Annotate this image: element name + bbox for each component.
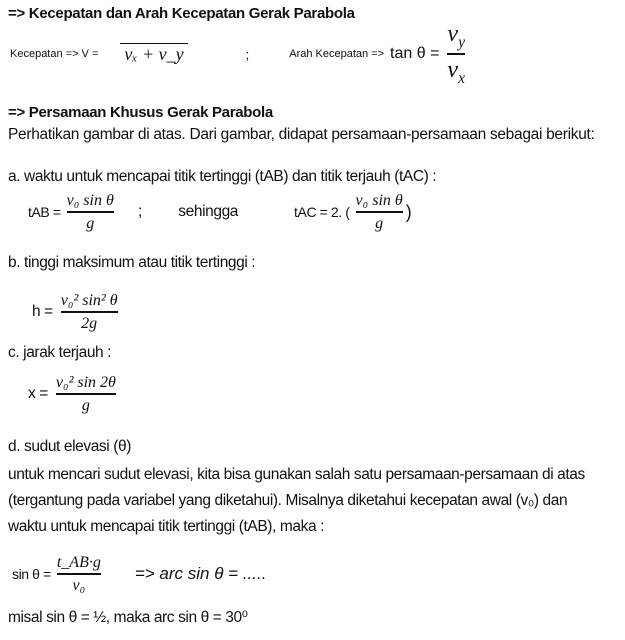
- x-num: v₀² sin 2θ: [55, 373, 116, 391]
- tan-den: v: [447, 56, 459, 83]
- tac-num: v₀ sin θ: [355, 191, 403, 209]
- x-den: g: [81, 396, 90, 414]
- direction-label: Arah Kecepatan =>: [289, 48, 385, 60]
- tan-fraction: [447, 21, 465, 86]
- sin-den: v₀: [72, 576, 86, 594]
- range-formula-row: [28, 366, 116, 422]
- fraction-bar: [356, 211, 403, 213]
- d-text-line3: waktu untuk mencapai titik tertinggi (tAB), maka :: [8, 518, 324, 535]
- separator: ;: [245, 46, 250, 62]
- tab-num: v₀ sin θ: [66, 191, 114, 209]
- heading-equations: => Persamaan Khusus Gerak Parabola: [8, 104, 273, 121]
- arc-sin-expression: => arc sin θ = .....: [134, 564, 267, 583]
- tan-den-sub: x: [458, 69, 465, 87]
- fraction-bar: [67, 211, 114, 213]
- fraction-bar: [56, 393, 116, 395]
- sin-fraction: [57, 554, 101, 595]
- tan-num: v: [447, 21, 459, 48]
- h-num: v₀² sin² θ: [60, 291, 118, 309]
- example-line: misal sin θ = ½, maka arc sin θ = 30⁰: [8, 609, 248, 626]
- speed-label: Kecepatan => V =: [10, 48, 99, 60]
- tab-fraction: [67, 192, 114, 233]
- separator-a: ;: [137, 203, 143, 220]
- tac-fraction: [356, 192, 403, 233]
- sin-lhs: sin θ =: [12, 566, 51, 582]
- item-d-label: d. sudut elevasi (θ): [8, 438, 131, 455]
- intro-paragraph: Perhatikan gambar di atas. Dari gambar, didapat persamaan-persamaan sebagai berikut:: [8, 126, 595, 143]
- x-fraction: [56, 374, 116, 415]
- tab-den: g: [86, 214, 95, 232]
- tab-lhs: tAB =: [28, 204, 61, 220]
- velocity-row: [10, 18, 465, 90]
- time-formula-row: [28, 188, 412, 236]
- sehingga: sehingga: [178, 203, 239, 220]
- sin-num: t_AB·g: [56, 553, 101, 571]
- h-fraction: [61, 292, 118, 333]
- item-c-label: c. jarak terjauh :: [8, 344, 112, 361]
- x-lhs: x =: [28, 385, 48, 402]
- item-b-label: b. tinggi maksimum atau titik tertinggi :: [8, 254, 256, 271]
- d-text-line1: untuk mencari sudut elevasi, kita bisa gunakan salah satu persamaan-persamaan di atas: [8, 466, 585, 483]
- fraction-bar: [61, 311, 118, 313]
- d-text-line2: (tergantung pada variabel yang diketahui). Misalnya diketahui kecepatan awal (v₀) dan: [8, 492, 568, 509]
- fraction-bar: [447, 53, 465, 55]
- fraction-bar: [57, 573, 101, 575]
- h-lhs: h =: [32, 303, 53, 320]
- sin-formula-row: [12, 548, 266, 600]
- item-a-label: a. waktu untuk mencapai titik tertinggi (tAB) dan titik terjauh (tAC) :: [8, 168, 437, 185]
- h-den: 2g: [81, 314, 98, 332]
- tac-den: g: [375, 214, 384, 232]
- tan-num-sub: y: [458, 34, 465, 52]
- speed-formula: vₓ + v_y: [120, 43, 187, 65]
- tac-close: ): [405, 201, 412, 222]
- height-formula-row: [32, 284, 118, 340]
- tac-lhs: tAC = 2. (: [294, 204, 350, 220]
- tan-label: tan θ =: [390, 45, 440, 62]
- heading-velocity: => Kecepatan dan Arah Kecepatan Gerak Parabola: [8, 5, 355, 22]
